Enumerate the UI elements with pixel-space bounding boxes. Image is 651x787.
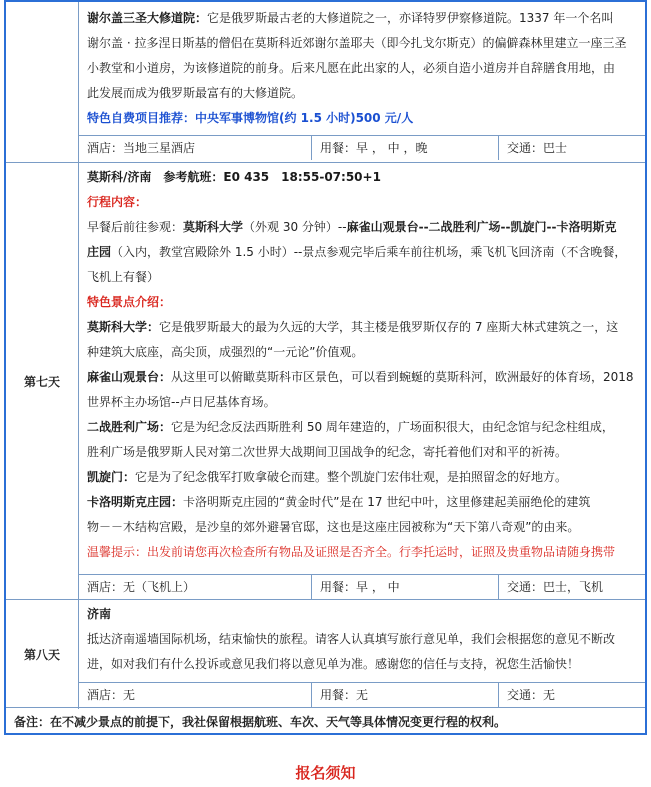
text-span: 济南: [87, 607, 112, 621]
text-line: [87, 165, 639, 190]
text-span: （外观 30 分钟）--: [243, 220, 347, 234]
text-line: [87, 490, 639, 515]
text-line: [87, 31, 639, 56]
text-line: [87, 540, 639, 565]
day8-label: 第八天: [6, 600, 79, 709]
text-line: [87, 315, 639, 340]
day7-transport: 交通：巴士，飞机: [507, 580, 604, 594]
day8-hotel: 酒店：无: [79, 683, 312, 707]
text-span: 它是俄罗斯最大的最为久远的大学，其主楼是俄罗斯仅存的 7 座斯大林式建筑之一，这: [159, 320, 619, 334]
text-span: 谢尔盖 · 拉多涅日斯基的僧侣在莫斯科近郊谢尔盖耶夫（即今扎戈尔斯克）的偏僻森林里建立一座三圣: [87, 36, 627, 50]
text-line: [87, 6, 639, 31]
text-line: [87, 56, 639, 81]
text-span: 物－－木结构宫殿，是沙皇的郊外避暑官邸，这也是这座庄园被称为“天下第八奇观”的由来。: [87, 520, 580, 534]
day8-transport: 交通：无: [507, 688, 556, 702]
text-line: [87, 290, 639, 315]
text-span: 胜利广场是俄罗斯人民对第二次世界大战期间卫国战争的纪念，寄托着他们对和平的祈祷。: [87, 445, 568, 459]
text-span: 行程内容：: [87, 195, 148, 209]
text-span: 谢尔盖三圣大修道院：: [87, 11, 208, 25]
text-span: 卡洛明斯克庄园的“黄金时代”是在 17 世纪中叶，这里修建起美丽绝伦的建筑: [183, 495, 591, 509]
text-line: [87, 81, 639, 106]
text-span: 莫斯科/济南 参考航班：E0 435 18:55-07:50+1: [87, 170, 381, 184]
day6-label-cell: [6, 2, 79, 162]
text-span: 进，如对我们有什么投诉或意见我们将以意见单为准。感谢您的信任与支持，祝您生活愉快！: [87, 657, 580, 671]
day8-description: [87, 602, 639, 677]
text-span: 它是为纪念反法西斯胜利 50 周年建造的，广场面积很大，由纪念馆与纪念柱组成，: [171, 420, 614, 434]
day8-info-row: [79, 682, 645, 707]
day7-meals: 用餐：早 ， 中: [312, 575, 499, 599]
text-line: [87, 190, 639, 215]
text-span: 种建筑大底座，高尖顶，成强烈的“一元论”价值观。: [87, 345, 364, 359]
text-line: [87, 390, 639, 415]
day8-content: [79, 600, 645, 709]
text-line: [87, 465, 639, 490]
day6-transport: 交通：巴士: [507, 141, 568, 155]
text-line: [87, 240, 639, 265]
day6-info-row: [79, 135, 645, 160]
text-span: 特色景点介绍：: [87, 295, 172, 309]
text-span: 从这里可以俯瞰莫斯科市区景色，可以看到蜿蜒的莫斯科河，欧洲最好的体育场，2018: [171, 370, 634, 384]
text-span: 早餐后前往参观：: [87, 220, 184, 234]
text-span: 它是俄罗斯最古老的大修道院之一，亦译特罗伊察修道院。1337 年一个名叫: [207, 11, 614, 25]
text-line: [87, 215, 639, 240]
text-line: [87, 415, 639, 440]
day6-hotel: 酒店：当地三星酒店: [79, 136, 312, 160]
day7-description: [87, 165, 639, 565]
day6-meals: 用餐：早 ， 中 ，晚: [312, 136, 499, 160]
text-span: 莫斯科大学: [183, 220, 244, 234]
registration-notice-heading: 报名须知: [295, 764, 356, 782]
text-span: 世界杯主办场馆--卢日尼基体育场。: [87, 395, 276, 409]
itinerary-table: [4, 0, 647, 735]
text-span: 凯旋门：: [87, 470, 136, 484]
text-span: （入内，教堂宫殿除外 1.5 小时）--景点参观完毕后乘车前往机场，乘飞机飞回济南（不含晚餐，: [111, 245, 627, 259]
text-span: 飞机上有餐）: [87, 270, 160, 284]
day7-content: [79, 163, 645, 600]
day7-row: [6, 162, 645, 600]
text-span: 麻雀山观景台：: [87, 370, 172, 384]
day7-hotel: 酒店：无（飞机上）: [79, 575, 312, 599]
text-span: 小教堂和小道房，为该修道院的前身。后来凡愿在此出家的人，必须自造小道房并自辞膳食用地，由: [87, 61, 616, 75]
text-span: 温馨提示：出发前请您再次检查所有物品及证照是否齐全。行李托运时，证照及贵重物品请随身携带: [87, 545, 616, 559]
text-span: 庄园: [87, 245, 112, 259]
text-span: 它是为了纪念俄军打败拿破仑而建。整个凯旋门宏伟壮观，是拍照留念的好地方。: [135, 470, 568, 484]
text-line: [87, 602, 639, 627]
text-line: [87, 106, 639, 131]
text-line: [87, 515, 639, 540]
text-span: 抵达济南遥墙国际机场，结束愉快的旅程。请客人认真填写旅行意见单，我们会根据您的意见不断改: [87, 632, 616, 646]
text-line: [87, 652, 639, 677]
text-span: 此发展而成为俄罗斯最富有的大修道院。: [87, 86, 304, 100]
remark-note: 备注：在不减少景点的前提下，我社保留根据航班、车次、天气等具体情况变更行程的权利。: [6, 707, 645, 736]
day8-meals: 用餐：无: [312, 683, 499, 707]
day6-content: [79, 2, 645, 162]
text-span: 莫斯科大学：: [87, 320, 160, 334]
text-line: [87, 440, 639, 465]
day6-row: [6, 2, 645, 162]
text-span: 卡洛明斯克庄园：: [87, 495, 184, 509]
day8-row: [6, 599, 645, 709]
day6-description: [87, 6, 639, 131]
text-span: 二战胜利广场：: [87, 420, 172, 434]
text-line: [87, 627, 639, 652]
text-line: [87, 340, 639, 365]
text-line: [87, 265, 639, 290]
text-span: 特色自费项目推荐：中央军事博物馆(约 1.5 小时)500 元/人: [87, 111, 414, 125]
text-line: [87, 365, 639, 390]
day7-label: 第七天: [6, 163, 79, 600]
text-span: 麻雀山观景台--二战胜利广场--凯旋门--卡洛明斯克: [346, 220, 617, 234]
day7-info-row: [79, 574, 645, 599]
